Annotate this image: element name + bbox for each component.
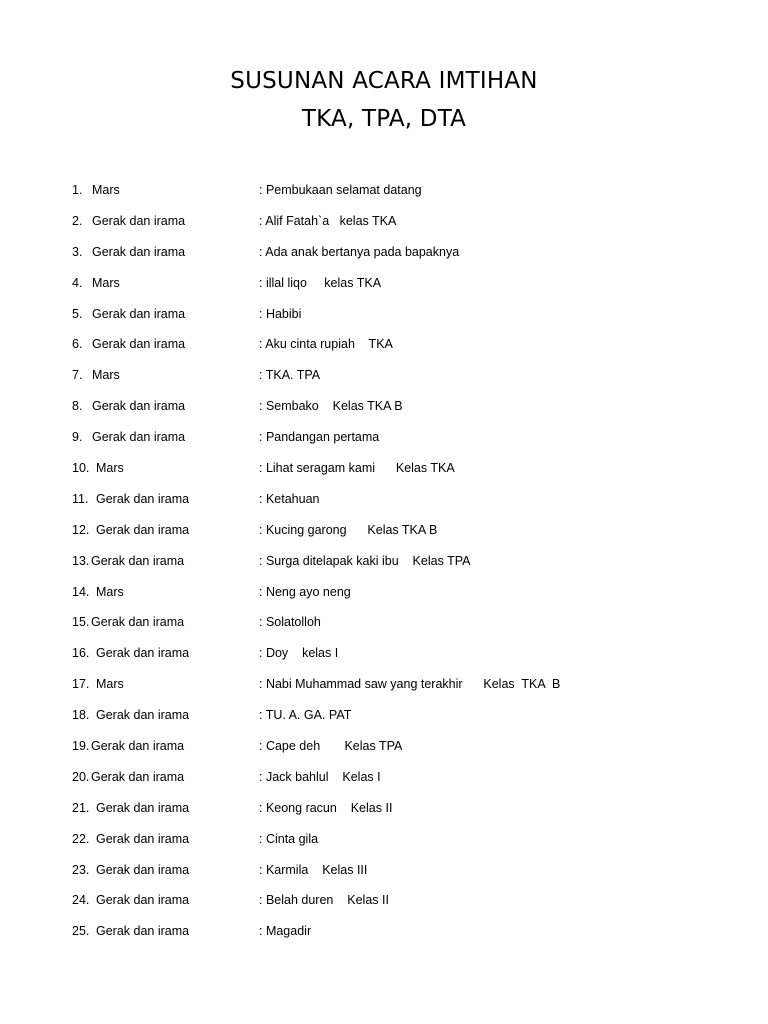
program-item: [0, 396, 768, 427]
item-detail: : Aku cinta rupiah TKA: [259, 337, 393, 352]
program-item: [0, 736, 768, 767]
item-detail: : Nabi Muhammad saw yang terakhir Kelas TKA B: [259, 677, 561, 692]
item-detail: : Jack bahlul Kelas I: [259, 769, 381, 784]
item-number: 21.: [72, 800, 90, 815]
program-item: [0, 767, 768, 798]
program-item: [0, 829, 768, 860]
item-category: Gerak dan irama: [96, 646, 190, 661]
item-category: Gerak dan irama: [96, 708, 190, 723]
item-detail: : TKA. TPA: [259, 368, 321, 383]
item-detail: : Solatolloh: [259, 615, 321, 630]
item-category: Gerak dan irama: [96, 491, 190, 506]
item-category: Mars: [96, 461, 124, 476]
item-number: 18.: [72, 708, 90, 723]
item-detail: : Kucing garong Kelas TKA B: [259, 522, 438, 537]
program-item: [0, 674, 768, 705]
program-item: [0, 458, 768, 489]
program-item: [0, 921, 768, 952]
item-category: Mars: [92, 275, 120, 290]
program-item: [0, 273, 768, 304]
program-item: [0, 334, 768, 365]
item-detail: : Belah duren Kelas II: [259, 893, 389, 908]
item-detail: : TU. A. GA. PAT: [259, 708, 352, 723]
program-list: [0, 180, 768, 952]
program-item: [0, 551, 768, 582]
item-category: Gerak dan irama: [91, 553, 185, 568]
item-category: Gerak dan irama: [92, 430, 186, 445]
item-number: 11.: [72, 491, 89, 506]
program-item: [0, 365, 768, 396]
item-number: 12.: [72, 522, 90, 537]
item-number: 17.: [72, 677, 90, 692]
item-number: 19.: [72, 739, 90, 754]
item-number: 20.: [72, 769, 90, 784]
program-item: [0, 705, 768, 736]
program-item: [0, 612, 768, 643]
item-number: 7.: [72, 368, 83, 383]
program-item: [0, 427, 768, 458]
item-detail: : Pembukaan selamat datang: [259, 183, 422, 197]
document-subtitle: TKA, TPA, DTA: [301, 106, 467, 132]
item-number: 15.: [72, 615, 90, 630]
item-number: 5.: [72, 306, 83, 321]
item-number: 24.: [72, 893, 90, 908]
program-item: [0, 304, 768, 335]
item-category: Gerak dan irama: [92, 213, 186, 228]
item-number: 14.: [72, 584, 90, 599]
item-number: 9.: [72, 430, 83, 445]
item-category: Mars: [92, 183, 120, 197]
item-number: 2.: [72, 213, 83, 228]
item-detail: : Ada anak bertanya pada bapaknya: [259, 244, 460, 259]
item-category: Gerak dan irama: [92, 244, 186, 259]
program-item: [0, 643, 768, 674]
item-detail: : Surga ditelapak kaki ibu Kelas TPA: [259, 553, 471, 568]
program-item: [0, 520, 768, 551]
item-category: Gerak dan irama: [91, 615, 185, 630]
item-category: Gerak dan irama: [96, 831, 190, 846]
item-category: Mars: [96, 584, 124, 599]
item-detail: : Pandangan pertama: [259, 430, 380, 445]
item-detail: : Magadir: [259, 924, 312, 939]
document-title: SUSUNAN ACARA IMTIHAN: [230, 68, 538, 94]
item-number: 22.: [72, 831, 90, 846]
item-number: 10.: [72, 461, 90, 476]
item-number: 25.: [72, 924, 90, 939]
program-item: [0, 489, 768, 520]
item-category: Gerak dan irama: [96, 800, 190, 815]
program-item: [0, 890, 768, 921]
item-category: Gerak dan irama: [92, 306, 186, 321]
item-detail: : Keong racun Kelas II: [259, 800, 393, 815]
item-number: 8.: [72, 399, 83, 414]
item-category: Mars: [92, 368, 120, 383]
program-item: [0, 242, 768, 273]
program-item: [0, 211, 768, 242]
item-category: Gerak dan irama: [91, 769, 185, 784]
item-number: 6.: [72, 337, 83, 352]
item-detail: : Ketahuan: [259, 491, 320, 506]
item-detail: : Neng ayo neng: [259, 584, 351, 599]
item-number: 3.: [72, 244, 83, 259]
item-detail: : Cape deh Kelas TPA: [259, 739, 403, 754]
item-number: 16.: [72, 646, 90, 661]
item-detail: : Lihat seragam kami Kelas TKA: [259, 461, 455, 476]
item-number: 23.: [72, 862, 90, 877]
item-detail: : Cinta gila: [259, 831, 319, 846]
item-category: Gerak dan irama: [96, 924, 190, 939]
program-item: [0, 582, 768, 613]
item-detail: : Habibi: [259, 306, 302, 321]
item-category: Gerak dan irama: [92, 337, 186, 352]
item-number: 4.: [72, 275, 83, 290]
item-detail: : Doy kelas I: [259, 646, 339, 661]
item-number: 13.: [72, 553, 90, 568]
item-detail: : Alif Fatah`a kelas TKA: [259, 213, 397, 228]
item-detail: : Sembako Kelas TKA B: [259, 399, 403, 414]
item-detail: : illal liqo kelas TKA: [259, 275, 382, 290]
program-item: [0, 798, 768, 829]
item-category: Gerak dan irama: [92, 399, 186, 414]
item-category: Gerak dan irama: [96, 862, 190, 877]
item-category: Gerak dan irama: [96, 522, 190, 537]
program-item: [0, 860, 768, 891]
item-detail: : Karmila Kelas III: [259, 862, 368, 877]
item-category: Gerak dan irama: [91, 739, 185, 754]
item-category: Mars: [96, 677, 124, 692]
item-category: Gerak dan irama: [96, 893, 190, 908]
program-item: [0, 180, 768, 211]
item-number: 1.: [72, 183, 83, 197]
